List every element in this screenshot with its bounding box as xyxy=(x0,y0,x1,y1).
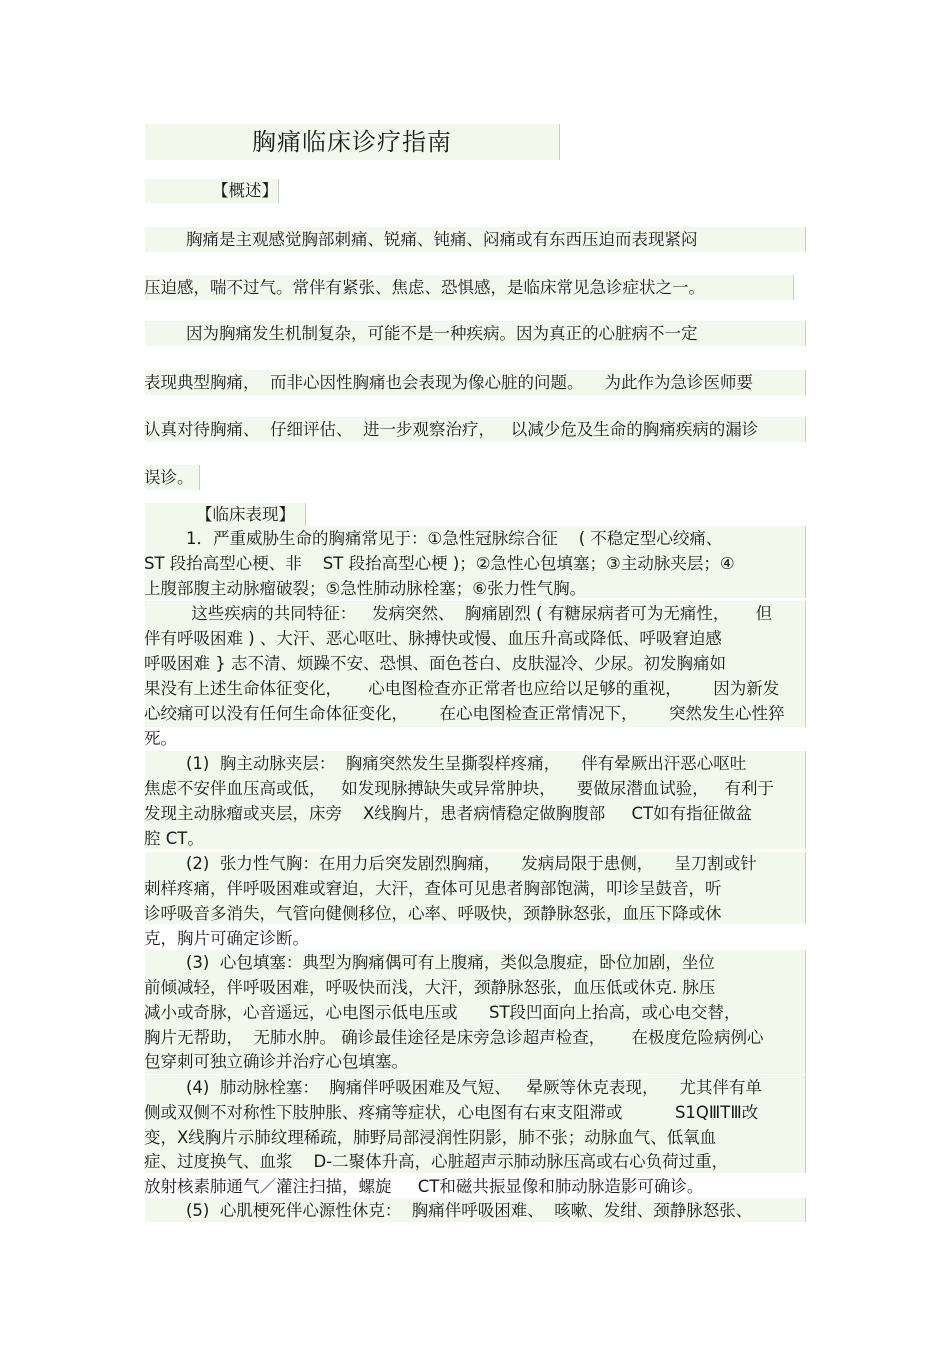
clinical-line: 腔 CT。 xyxy=(144,829,204,848)
clinical-heading: 【临床表现】 xyxy=(196,505,295,524)
clinical-line: (2) 张力性气胸：在用力后突发剧烈胸痛， 发病局限于患侧， 呈刀割或针 xyxy=(144,854,757,873)
overview-text: 表现典型胸痛， 而非心因性胸痛也会表现为像心脏的问题。 为此作为急诊医师要 xyxy=(144,373,753,392)
clinical-line: 焦虑不安伴血压高或低， 如发现脉搏缺失或异常肿块， 要做尿潜血试验， 有利于 xyxy=(144,779,774,798)
clinical-line: 前倾减轻，伴呼吸困难，呼吸快而浅，大汗，颈静脉怒张，血压低或休克. 脉压 xyxy=(144,978,716,997)
clinical-line: 上腹部腹主动脉瘤破裂；⑤急性肺动脉栓塞；⑥张力性气胸。 xyxy=(144,579,587,598)
overview-text: 认真对待胸痛、 仔细评估、 进一步观察治疗， 以减少危及生命的胸痛疾病的漏诊 xyxy=(144,420,759,439)
clinical-line: 果没有上述生命体征变化， 心电图检查亦正常者也应给以足够的重视， 因为新发 xyxy=(144,679,780,698)
clinical-line: 伴有呼吸困难 ) 、大汗、恶心呕吐、脉搏快或慢、血压升高或降低、呼吸窘迫感 xyxy=(144,629,722,648)
overview-text: 压迫感，喘不过气。常伴有紧张、焦虑、恐惧感，是临床常见急诊症状之一。 xyxy=(144,278,705,297)
clinical-line: 死。 xyxy=(144,729,177,748)
clinical-line: 减小或奇脉，心音遥远，心电图示低电压或 ST段凹面向上抬高，或心电交替， xyxy=(144,1003,741,1022)
clinical-line: (1) 胸主动脉夹层： 胸痛突然发生呈撕裂样疼痛， 伴有晕厥出汗恶心呕吐 xyxy=(144,754,747,773)
clinical-line: 侧或双侧不对称性下肢肿胀、疼痛等症状，心电图有右束支阻滞或 S1QⅢTⅢ改 xyxy=(144,1103,759,1122)
clinical-line: 症、过度换气、血浆 D-二聚体升高，心脏超声示肺动脉压高或右心负荷过重， xyxy=(144,1152,729,1171)
clinical-line: 发现主动脉瘤或夹层，床旁 X线胸片，患者病情稳定做胸腹部 CT如有指征做盆 xyxy=(144,804,753,823)
clinical-line: 变，X线胸片示肺纹理稀疏，肺野局部浸润性阴影，肺不张；动脉血气、低氧血 xyxy=(144,1128,717,1147)
clinical-line: ST 段抬高型心梗、非 ST 段抬高型心梗 )；②急性心包填塞；③主动脉夹层；④ xyxy=(144,554,735,573)
clinical-line: 诊呼吸音多消失，气管向健侧移位，心率、呼吸快，颈静脉怒张，血压下降或休 xyxy=(144,904,722,923)
clinical-line: 胸片无帮助， 无肺水肿。 确诊最佳途径是床旁急诊超声检查， 在极度危险病例心 xyxy=(144,1028,764,1047)
clinical-line: 包穿刺可独立确诊并治疗心包填塞。 xyxy=(144,1052,408,1071)
overview-text: 胸痛是主观感觉胸部刺痛、锐痛、钝痛、闷痛或有东西压迫而表现紧闷 xyxy=(144,230,698,249)
clinical-line: 放射核素肺通气／灌注扫描，螺旋 CT和磁共振显像和肺动脉造影可确诊。 xyxy=(144,1177,704,1196)
clinical-line: (3) 心包填塞：典型为胸痛偶可有上腹痛，类似急腹症，卧位加剧，坐位 xyxy=(144,953,715,972)
clinical-line: 1．严重威胁生命的胸痛常见于：①急性冠脉综合征 ( 不稳定型心绞痛、 xyxy=(144,529,723,548)
clinical-line: 刺样疼痛，伴呼吸困难或窘迫，大汗，查体可见患者胸部饱满，叩诊呈鼓音，听 xyxy=(144,879,722,898)
overview-text: 因为胸痛发生机制复杂，可能不是一种疾病。因为真正的心脏病不一定 xyxy=(144,324,698,343)
clinical-line: 这些疾病的共同特征： 发病突然、 胸痛剧烈 ( 有糖尿病者可为无痛性， 但 xyxy=(144,604,773,623)
clinical-line: 呼吸困难 } 志不清、烦躁不安、恐惧、面色苍白、皮肤湿冷、少尿。初发胸痛如 xyxy=(144,654,726,673)
overview-text: 误诊。 xyxy=(144,468,194,487)
clinical-line: 心绞痛可以没有任何生命体征变化， 在心电图检查正常情况下， 突然发生心性猝 xyxy=(144,704,785,723)
clinical-line: (4) 肺动脉栓塞： 胸痛伴呼吸困难及气短、 晕厥等休克表现， 尤其伴有单 xyxy=(144,1078,763,1097)
page-title: 胸痛临床诊疗指南 xyxy=(145,124,560,160)
overview-heading: 【概述】 xyxy=(212,181,278,200)
clinical-line: 克，胸片可确定诊断。 xyxy=(144,929,309,948)
clinical-line: (5) 心肌梗死伴心源性休克： 胸痛伴呼吸困难、 咳嗽、发绀、颈静脉怒张、 xyxy=(144,1201,753,1220)
